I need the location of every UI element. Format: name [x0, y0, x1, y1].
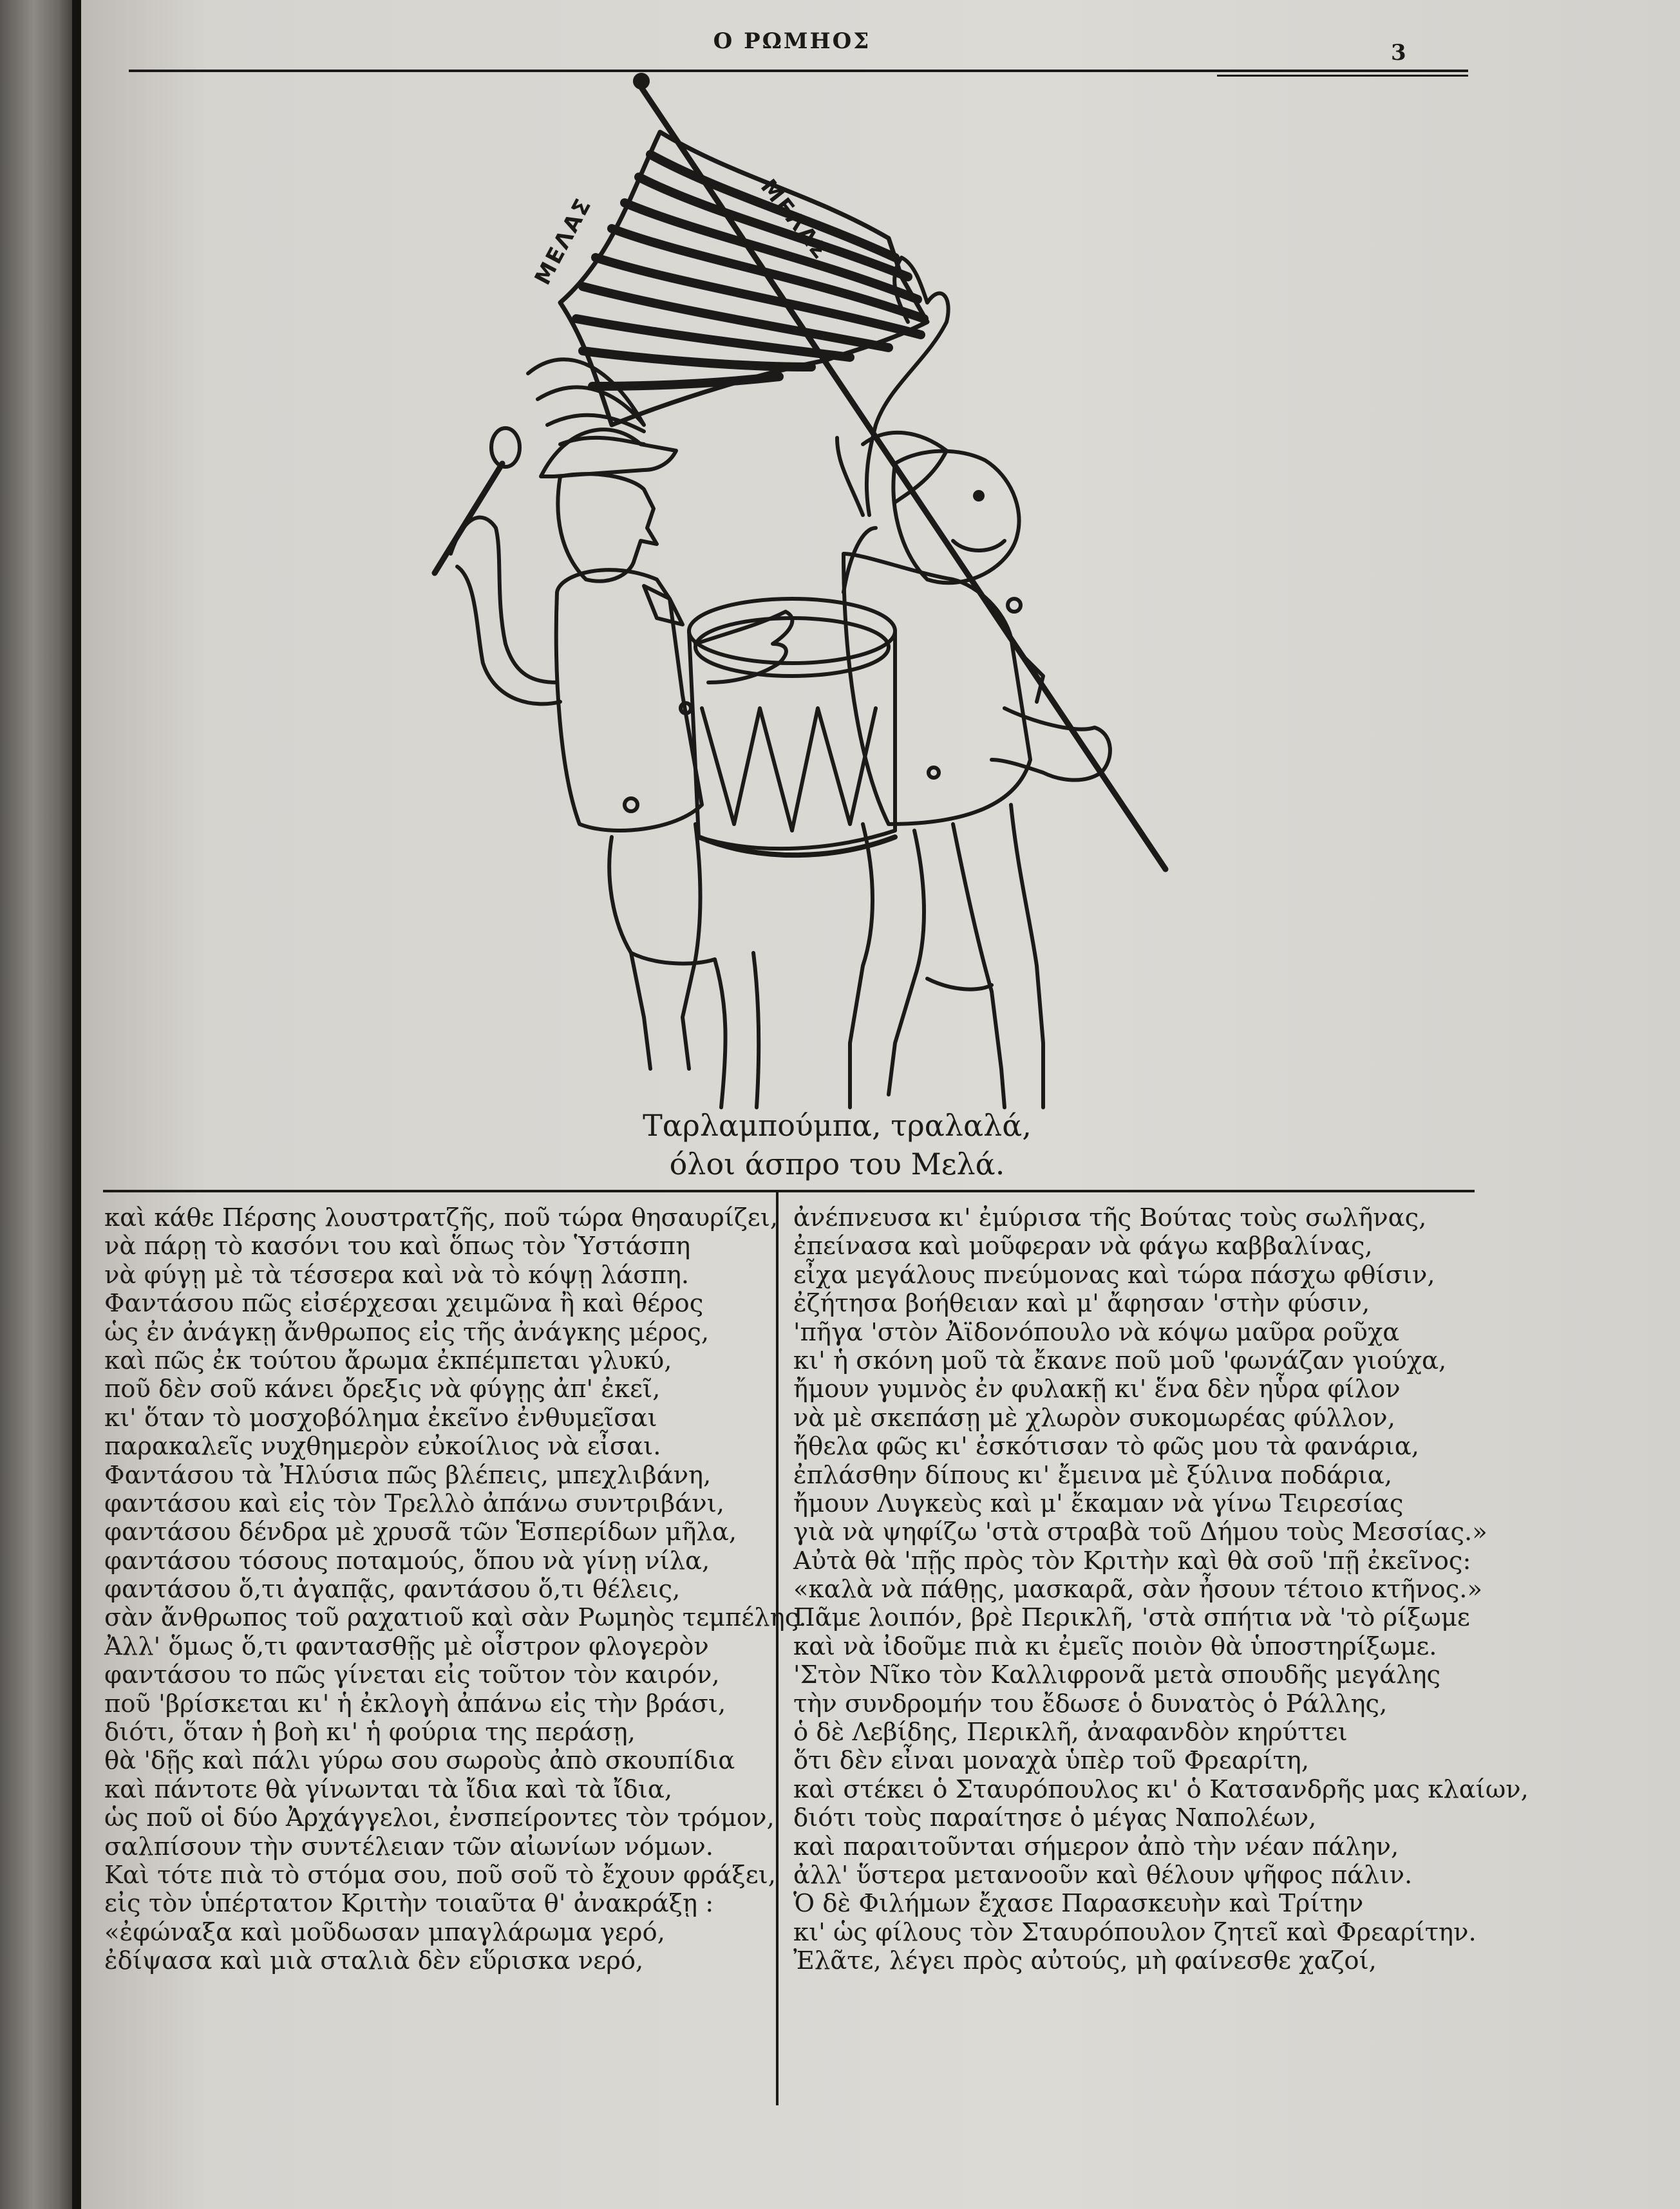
verse-line: καὶ παραιτοῦνται σήμερον ἀπὸ τὴν νέαν πάλην,	[793, 1832, 1399, 1861]
verse-line: Καὶ τότε πιὰ τὸ στόμα σου, ποῦ σοῦ τὸ ἔχουν φράξει,	[104, 1860, 776, 1890]
verse-line: Φαντάσου τὰ Ἠλύσια πῶς βλέπεις, μπεχλιβάνη,	[104, 1460, 712, 1490]
verse-line: Φαντάσου πῶς εἰσέρχεσαι χειμῶνα ἢ καὶ θέρος	[104, 1289, 704, 1319]
verse-line: κι' ἡ σκόνη μοῦ τὰ ἔκανε ποῦ μοῦ 'φωνάζαν γιούχα,	[793, 1346, 1447, 1375]
verse-line: «ἐφώναξα καὶ μοῦδωσαν μπαγλάρωμα γερό,	[104, 1917, 665, 1947]
verse-line: καὶ κάθε Πέρσης λουστρατζῆς, ποῦ τώρα θησαυρίζει,	[104, 1203, 779, 1232]
verse-line: ἐπείνασα καὶ μοῦφεραν νὰ φάγω καββαλίνας,	[793, 1232, 1373, 1261]
verse-line: παρακαλεῖς νυχθημερὸν εὐκοίλιος νὰ εἶσαι.	[104, 1432, 661, 1462]
verse-line: ἐπλάσθην δίπους κι' ἔμεινα μὲ ξύλινα ποδάρια,	[793, 1460, 1393, 1490]
verse-line: φαντάσου τόσους ποταμούς, ὅπου νὰ γίνῃ νίλα,	[104, 1546, 710, 1575]
poem-column-right	[793, 1203, 1529, 1976]
verse-line: Αὐτὰ θὰ 'πῇς πρὸς τὸν Κριτὴν καὶ θὰ σοῦ 'πῇ ἐκεῖνος:	[793, 1546, 1471, 1575]
verse-line: διότι, ὅταν ἡ βοὴ κι' ἡ φούρια της περάσῃ,	[104, 1718, 636, 1747]
verse-line: ἤμουν γυμνὸς ἐν φυλακῇ κι' ἕνα δὲν ηὗρα φίλον	[793, 1375, 1401, 1404]
caption-line: Ταρλαμπούμπα, τραλαλά,	[643, 1108, 1032, 1143]
flag-label-left: ΜΕΛΑΣ	[529, 193, 598, 290]
verse-line: ἤθελα φῶς κι' ἐσκότισαν τὸ φῶς μου τὰ φανάρια,	[793, 1432, 1420, 1462]
right-leg-back	[953, 824, 1005, 1107]
verse-line: καὶ πάντοτε θὰ γίνωνται τὰ ἴδια καὶ τὰ ἴδια,	[104, 1774, 673, 1804]
verse-line: ἀλλ' ὕστερα μετανοοῦν καὶ θέλουν ψῆφος πάλιν.	[793, 1860, 1413, 1890]
right-hat	[863, 433, 947, 502]
left-head	[558, 474, 657, 581]
verse-line: ὁ δὲ Λεβίδης, Περικλῆ, ἀναφανδὸν κηρύττει	[793, 1718, 1348, 1747]
left-torso	[556, 570, 702, 831]
verse-line: «καλὰ νὰ πάθῃς, μασκαρᾶ, σὰν ἦσουν τέτοιο κτῆνος.»	[793, 1575, 1483, 1604]
verse-line: εἶχα μεγάλους πνεύμονας καὶ τώρα πάσχω φθίσιν,	[793, 1260, 1435, 1290]
verse-line: φαντάσου καὶ εἰς τὸν Τρελλὸ ἀπάνω συντριβάνι,	[104, 1489, 725, 1518]
flag-pole	[639, 84, 1166, 869]
verse-line: 'Στὸν Νῖκο τὸν Καλλιφρονᾶ μετὰ σπουδῆς μεγάλης	[793, 1660, 1441, 1690]
verse-line: Ἐλᾶτε, λέγει πρὸς αὐτούς, μὴ φαίνεσθε χαζοί,	[793, 1946, 1377, 1976]
verse-line: ἐζήτησα βοήθειαν καὶ μ' ἄφησαν 'στὴν φύσιν,	[793, 1289, 1370, 1319]
verse-line: σαλπίσουν τὴν συντέλειαν τῶν αἰωνίων νόμων.	[104, 1832, 714, 1861]
verse-line: ποῦ δὲν σοῦ κάνει ὄρεξις νὰ φύγῃς ἀπ' ἐκεῖ,	[104, 1375, 661, 1404]
newspaper-title: Ο ΡΩΜΗΟΣ	[713, 28, 871, 54]
flag-label-right: ΜΕΛΑΣ	[755, 174, 835, 266]
verse-line: κι' ὡς φίλους τὸν Σταυρόπουλον ζητεῖ καὶ Φρεαρίτην.	[793, 1917, 1477, 1947]
verse-line: ἐδίψασα καὶ μιὰ σταλιὰ δὲν εὕρισκα νερό,	[104, 1946, 644, 1976]
binding-shadow	[72, 0, 81, 2209]
left-leg-back	[715, 959, 726, 1107]
verse-line: ἤμουν Λυγκεὺς καὶ μ' ἔκαμαν νὰ γίνω Τειρεσίας	[793, 1489, 1404, 1518]
section-rule	[103, 1190, 1475, 1192]
cartoon-illustration	[399, 64, 1236, 1120]
right-torso	[844, 554, 1030, 824]
verse-line: ὡς ἐν ἀνάγκῃ ἄνθρωπος εἰς τῆς ἀνάγκης μέρος,	[104, 1317, 710, 1347]
verse-line: καὶ πῶς ἐκ τούτου ἄρωμα ἐκπέμπεται γλυκύ,	[104, 1346, 672, 1375]
verse-line: κι' ὅταν τὸ μοσχοβόλημα ἐκεῖνο ἐνθυμεῖσαι	[104, 1403, 657, 1433]
header-rule-secondary	[1217, 75, 1468, 77]
verse-line: νὰ πάρῃ τὸ κασόνι του καὶ ὅπως τὸν Ὑστάσπη	[104, 1232, 691, 1261]
verse-line: θὰ 'δῇς καὶ πάλι γύρω σου σωροὺς ἀπὸ σκουπίδια	[104, 1746, 735, 1776]
verse-line: καὶ νὰ ἰδοῦμε πιὰ κι ἐμεῖς ποιὸν θὰ ὑποστηρίξωμε.	[793, 1631, 1437, 1661]
verse-line: 'πῆγα 'στὸν Ἀϊδονόπουλο νὰ κόψω μαῦρα ροῦχα	[793, 1317, 1400, 1347]
right-head	[893, 451, 1019, 583]
verse-line: διότι τοὺς παραίτησε ὁ μέγας Ναπολέων,	[793, 1803, 1317, 1833]
verse-line: νὰ φύγῃ μὲ τὰ τέσσερα καὶ νὰ τὸ κόψῃ λάσπη.	[104, 1260, 690, 1290]
verse-line: Πᾶμε λοιπόν, βρὲ Περικλῆ, 'στὰ σπήτια νὰ 'τὸ ρίξωμε	[793, 1603, 1470, 1633]
poem-column-left	[104, 1203, 807, 1976]
right-leg-front	[850, 824, 873, 1107]
caption-line: όλοι άσπρο του Μελά.	[669, 1147, 1005, 1181]
verse-line: ποῦ 'βρίσκεται κι' ἡ ἐκλογὴ ἀπάνω εἰς τὴν βράσι,	[104, 1689, 726, 1718]
verse-line: νὰ μὲ σκεπάσῃ μὲ χλωρὸν συκομωρέας φύλλον,	[793, 1403, 1395, 1433]
verse-line: τὴν συνδρομήν του ἔδωσε ὁ δυνατὸς ὁ Ράλλης,	[793, 1689, 1388, 1718]
drum-top	[689, 599, 895, 663]
verse-line: Ἀλλ' ὅμως ὅ,τι φαντασθῇς μὲ οἶστρον φλογερὸν	[104, 1631, 709, 1661]
verse-line: σὰν ἄνθρωπος τοῦ ραχατιοῦ καὶ σὰν Ρωμηὸς τεμπέλης.	[104, 1603, 807, 1633]
verse-line: φαντάσου το πῶς γίνεται εἰς τοῦτον τὸν καιρόν,	[104, 1660, 720, 1690]
cartoon-caption	[580, 1106, 1095, 1183]
verse-line: εἰς τὸν ὑπέρτατον Κριτὴν τοιαῦτα θ' ἀνακράξῃ :	[104, 1889, 714, 1919]
verse-line: καὶ στέκει ὁ Σταυρόπουλος κι' ὁ Κατσανδρῆς μας κλαίων,	[793, 1774, 1529, 1804]
verse-line: γιὰ νὰ ψηφίζω 'στὰ στραβὰ τοῦ Δήμου τοὺς Μεσσίας.»	[793, 1518, 1487, 1547]
verse-line: ἀνέπνευσα κι' ἐμύρισα τῆς Βούτας τοὺς σωλῆνας,	[793, 1203, 1427, 1232]
verse-line: ὅτι δὲν εἶναι μοναχὰ ὑπὲρ τοῦ Φρεαρίτη,	[793, 1746, 1310, 1776]
verse-line: ὡς ποῦ οἱ δύο Ἀρχάγγελοι, ἐνσπείροντες τὸν τρόμον,	[104, 1803, 775, 1833]
verse-line: φαντάσου ὅ,τι ἀγαπᾷς, φαντάσου ὅ,τι θέλεις,	[104, 1575, 681, 1604]
verse-line: φαντάσου δένδρα μὲ χρυσᾶ τῶν Ἑσπερίδων μῆλα,	[104, 1518, 737, 1547]
page-number: 3	[1391, 40, 1406, 66]
verse-line: Ὁ δὲ Φιλήμων ἔχασε Παρασκευὴν καὶ Τρίτην	[793, 1889, 1364, 1919]
